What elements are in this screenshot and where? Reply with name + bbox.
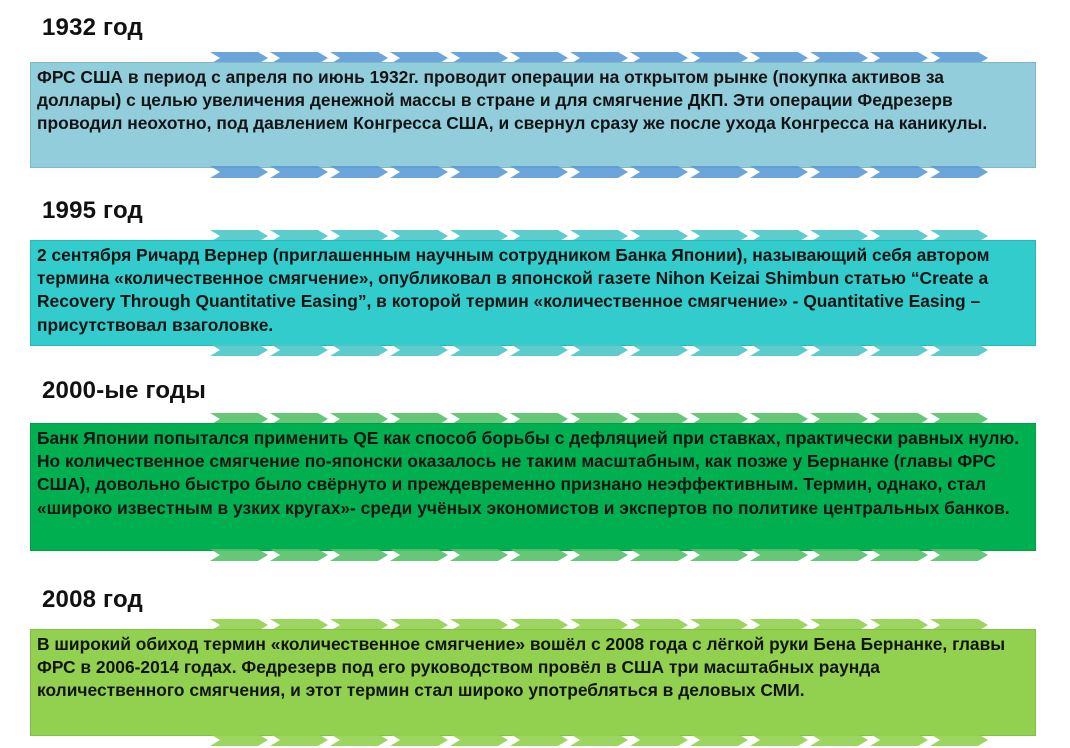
chevron-arrow [690, 344, 748, 356]
chevron-arrow [210, 734, 268, 746]
year-heading-2008: 2008 год [42, 586, 143, 613]
chevron-arrow [210, 549, 268, 561]
chevron-arrow [450, 166, 508, 178]
chevron-strip [30, 734, 1036, 746]
timeline-box-2008 [30, 629, 1036, 736]
chevron-arrow [510, 344, 568, 356]
chevron-arrow [570, 549, 628, 561]
chevron-arrow [930, 734, 988, 746]
chevron-arrow [630, 549, 688, 561]
chevron-arrow [750, 344, 808, 356]
chevron-arrow [810, 344, 868, 356]
chevron-arrow [630, 166, 688, 178]
chevron-arrow [510, 549, 568, 561]
chevron-arrow [810, 734, 868, 746]
chevron-arrow [390, 549, 448, 561]
chevron-strip [30, 549, 1036, 561]
chevron-arrow [630, 734, 688, 746]
chevron-arrow [390, 166, 448, 178]
chevron-strip [30, 344, 1036, 356]
chevron-arrow [570, 734, 628, 746]
timeline-box-1932 [30, 62, 1036, 168]
timeline-text: Банк Японии попытался применить QE как способ борьбы с дефляцией при ставках, практически равных нулю. Но количественное смягчение по-японски оказалось не таким масштабным, как позже у Бернанке (главы ФРС США), довольно быстро было свёрнуто и преждевременно признано неэффективным. Термин, однако, стал «широко известным в узких кругах»- среди учёных экономистов и экспертов по политике центральных банков. [37, 428, 1020, 518]
chevron-band [30, 734, 1040, 748]
timeline-text: 2 сентября Ричард Вернер (приглашенным научным сотрудником Банка Японии), называющий себя автором термина «количественное смягчение», опубликовал в японской газете Nihon Keizai Shimbun статью “Create a Recovery Through Quantitative Easing”, в которой термин «количественное смягчение» - Quantitative Easing – присутствовал взаголовке. [37, 245, 990, 335]
chevron-arrow [750, 549, 808, 561]
chevron-arrow [750, 166, 808, 178]
timeline-text: ФРС США в период с апреля по июнь 1932г. проводит операции на открытом рынке (покупка активов за доллары) с целью увеличения денежной массы в стране и для смягчение ДКП. Эти операции Федрезерв проводил неохотно, под давлением Конгресса США, и свернул сразу же после ухода Конгресса на каникулы. [37, 67, 988, 134]
chevron-arrow [690, 166, 748, 178]
chevron-band [30, 166, 1040, 180]
chevron-arrow [270, 344, 328, 356]
chevron-arrow [750, 734, 808, 746]
chevron-arrow [870, 549, 928, 561]
chevron-arrow [210, 166, 268, 178]
chevron-arrow [690, 549, 748, 561]
chevron-arrow [270, 166, 328, 178]
chevron-band [30, 549, 1040, 563]
year-heading-1995: 1995 год [42, 197, 143, 224]
chevron-arrow [870, 344, 928, 356]
chevron-arrow [270, 549, 328, 561]
timeline-box-1995 [30, 240, 1036, 346]
chevron-arrow [630, 344, 688, 356]
chevron-arrow [450, 549, 508, 561]
chevron-arrow [510, 734, 568, 746]
timeline-box-2000s [30, 423, 1036, 551]
chevron-arrow [450, 344, 508, 356]
chevron-arrow [870, 734, 928, 746]
chevron-arrow [810, 549, 868, 561]
chevron-arrow [930, 549, 988, 561]
chevron-arrow [330, 734, 388, 746]
chevron-arrow [330, 166, 388, 178]
chevron-arrow [390, 734, 448, 746]
year-heading-1932: 1932 год [42, 14, 143, 41]
chevron-arrow [570, 344, 628, 356]
timeline-text: В широкий обиход термин «количественное смягчение» вошёл с 2008 года с лёгкой руки Бена Бернанке, главы ФРС в 2006-2014 годах. Федрезерв под его руководством провёл в США три масштабных раунда количественного смягчения, и этот термин стал широко употребляться в деловых СМИ. [37, 634, 1006, 701]
chevron-arrow [570, 166, 628, 178]
chevron-arrow [330, 549, 388, 561]
chevron-strip [30, 166, 1036, 178]
chevron-arrow [450, 734, 508, 746]
chevron-arrow [330, 344, 388, 356]
chevron-arrow [390, 344, 448, 356]
chevron-arrow [210, 344, 268, 356]
chevron-band [30, 344, 1040, 358]
year-heading-2000s: 2000-ые годы [42, 377, 207, 404]
chevron-arrow [930, 344, 988, 356]
chevron-arrow [930, 166, 988, 178]
chevron-arrow [510, 166, 568, 178]
chevron-arrow [870, 166, 928, 178]
chevron-arrow [270, 734, 328, 746]
chevron-arrow [810, 166, 868, 178]
chevron-arrow [690, 734, 748, 746]
